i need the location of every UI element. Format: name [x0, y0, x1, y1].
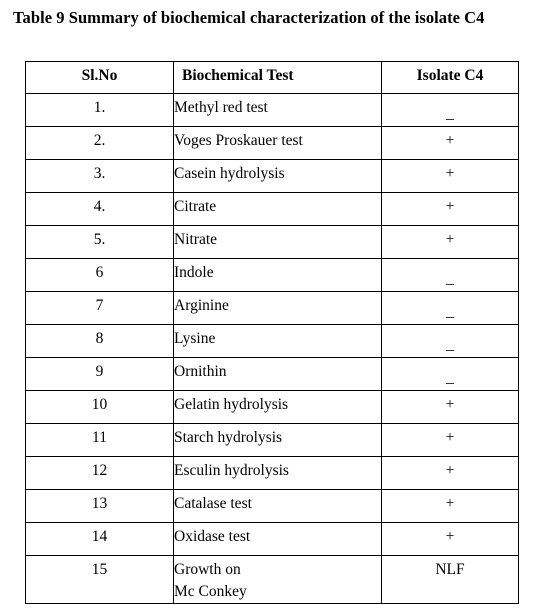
sl-no-cell: 11 [26, 424, 174, 457]
header-biochemical-test: Biochemical Test [174, 62, 382, 94]
test-name-cell: Gelatin hydrolysis [174, 391, 382, 424]
test-name-cell: Voges Proskauer test [174, 127, 382, 160]
sl-no-cell: 13 [26, 490, 174, 523]
sl-no-cell: 10 [26, 391, 174, 424]
result-cell: _ [382, 358, 519, 391]
test-name-cell: Ornithin [174, 358, 382, 391]
table-header-row [26, 62, 519, 94]
result-cell: + [382, 424, 519, 457]
test-name-cell: Casein hydrolysis [174, 160, 382, 193]
sl-no-cell: 7 [26, 292, 174, 325]
table-caption: Table 9 Summary of biochemical characterization of the isolate C4 [13, 8, 485, 27]
sl-no-cell: 6 [26, 259, 174, 292]
sl-no-cell: 8 [26, 325, 174, 358]
result-cell: _ [382, 292, 519, 325]
test-name-cell: Indole [174, 259, 382, 292]
result-cell: + [382, 490, 519, 523]
table-row [26, 226, 519, 259]
test-name-cell: Lysine [174, 325, 382, 358]
test-name-cell: Oxidase test [174, 523, 382, 556]
result-cell: _ [382, 94, 519, 127]
sl-no-cell: 12 [26, 457, 174, 490]
result-cell: NLF [382, 556, 519, 604]
table-row [26, 358, 519, 391]
result-cell: + [382, 226, 519, 259]
table-row [26, 490, 519, 523]
table-row [26, 127, 519, 160]
result-cell: + [382, 457, 519, 490]
table-row [26, 457, 519, 490]
table-row [26, 160, 519, 193]
result-cell: + [382, 391, 519, 424]
result-cell: _ [382, 259, 519, 292]
result-cell: + [382, 193, 519, 226]
sl-no-cell: 2. [26, 127, 174, 160]
table-row [26, 259, 519, 292]
sl-no-cell: 4. [26, 193, 174, 226]
header-sl-no: Sl.No [26, 62, 174, 94]
result-cell: + [382, 523, 519, 556]
test-name-cell: Starch hydrolysis [174, 424, 382, 457]
test-name-cell: Catalase test [174, 490, 382, 523]
table-row [26, 556, 519, 604]
test-name-cell: Nitrate [174, 226, 382, 259]
test-name-cell: Citrate [174, 193, 382, 226]
biochemical-test-table [25, 61, 519, 604]
table-row [26, 424, 519, 457]
test-name-cell: Growth on Mc Conkey [174, 556, 382, 604]
test-name-cell: Methyl red test [174, 94, 382, 127]
result-cell: + [382, 127, 519, 160]
sl-no-cell: 3. [26, 160, 174, 193]
sl-no-cell: 1. [26, 94, 174, 127]
test-name-cell: Esculin hydrolysis [174, 457, 382, 490]
table-row [26, 94, 519, 127]
table-row [26, 193, 519, 226]
sl-no-cell: 5. [26, 226, 174, 259]
sl-no-cell: 15 [26, 556, 174, 604]
table-row [26, 292, 519, 325]
table-row [26, 523, 519, 556]
test-name-cell: Arginine [174, 292, 382, 325]
table-row [26, 391, 519, 424]
sl-no-cell: 9 [26, 358, 174, 391]
header-isolate-c4: Isolate C4 [382, 62, 519, 94]
result-cell: + [382, 160, 519, 193]
result-cell: _ [382, 325, 519, 358]
sl-no-cell: 14 [26, 523, 174, 556]
table-row [26, 325, 519, 358]
